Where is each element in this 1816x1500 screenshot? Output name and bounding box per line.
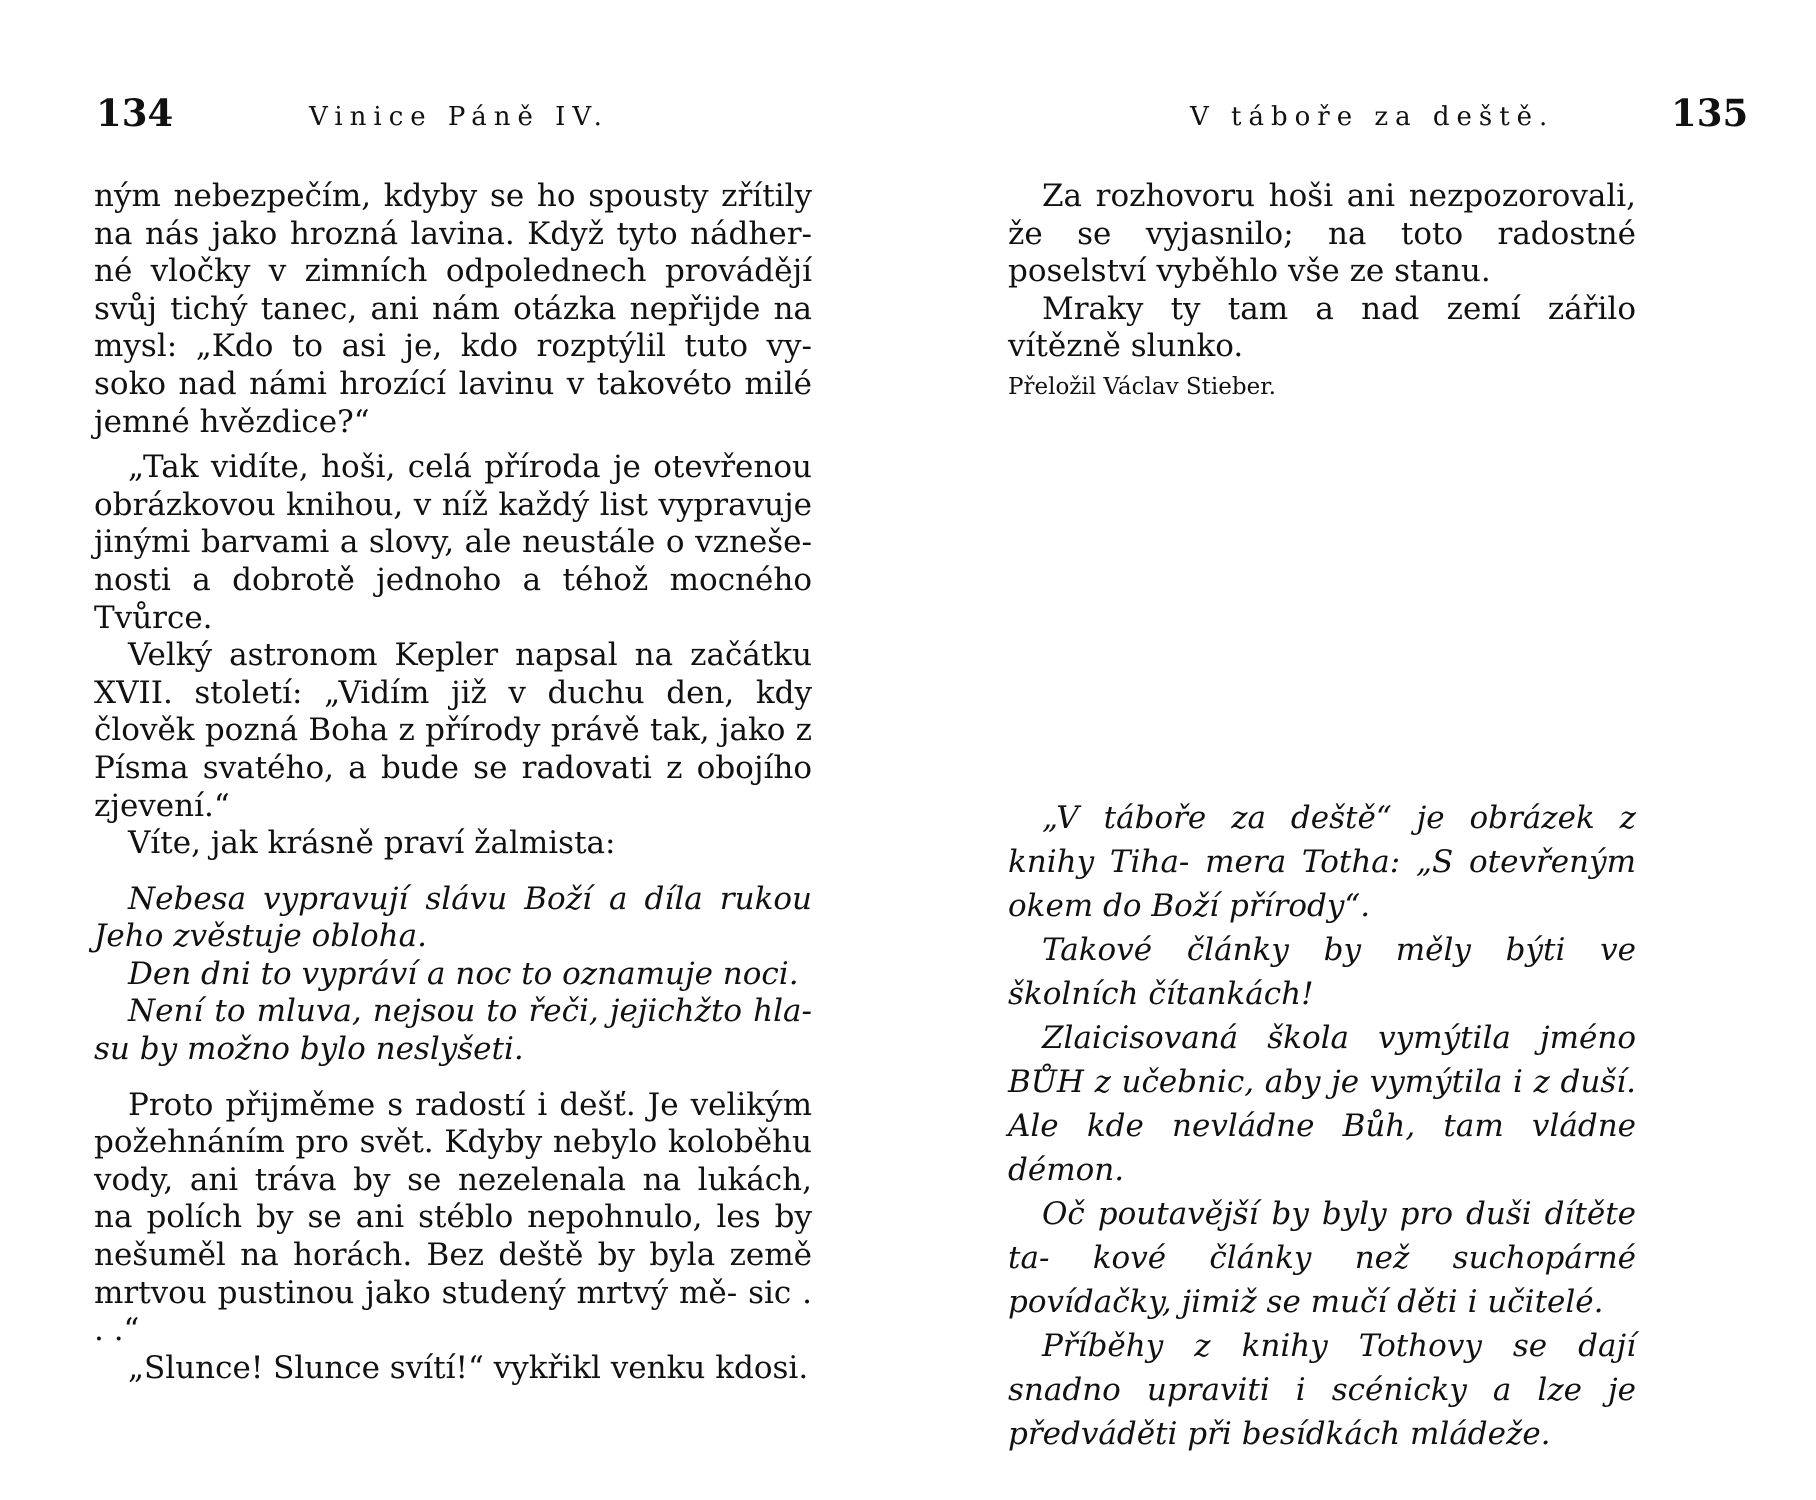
note-paragraph: Takové články by měly býti ve školních čítankách! [1008, 932, 1636, 1012]
running-head: V táboře za deště. [1190, 102, 1555, 132]
paragraph: Velký astronom Kepler napsal na začátku XVII. století: „Vidím již v duchu den, kdy člověk pozná Boha z přírody právě tak, jako z Písma svatého, a bude se radovati z obojího zjevení.“ [94, 637, 812, 824]
paragraph: Víte, jak krásně praví žalmista: [128, 825, 616, 862]
body-text [1008, 178, 1636, 402]
paragraph-continued: ným nebezpečím, kdyby se ho spousty zřítily na nás jako hrozná lavina. Když tyto nádher- né vločky v zimních odpolednech provádějí svůj tichý tanec, ani nám otázka nepřijde na mysl: „Kdo to asi je, kdo rozptýlil tuto vy- soko nad námi hrozící lavinu v takovéto milé jemné hvězdice?“ [94, 178, 812, 440]
psalm-quote [94, 881, 812, 1069]
paragraph: Mraky ty tam a nad zemí zářilo vítězně slunko. [1008, 290, 1636, 365]
psalm-verse: Den dni to vypráví a noc to oznamuje noci. [128, 955, 799, 992]
psalm-verse: Není to mluva, nejsou to řeči, jejichžto hla- su by možno bylo neslyšeti. [94, 993, 812, 1068]
paragraph: Za rozhovoru hoši ani nezpozorovali, že se vyjasnilo; na toto radostné poselství vyběhlo vše ze stanu. [1008, 178, 1636, 290]
paragraph: Proto přijměme s radostí i dešť. Je velikým požehnáním pro svět. Kdyby nebylo koloběhu vody, ani tráva by se nezelenala na lukách, na polích by se ani stéblo nepohnulo, les by nešuměl na horách. Bez deště by byla země mrtvou pustinou jako studený mrtvý mě- sic . . .“ [94, 1086, 812, 1349]
body-text [94, 178, 812, 1387]
page-number: 135 [1671, 91, 1749, 135]
note-paragraph: „V táboře za deště“ je obrázek z knihy Tiha- mera Totha: „S otevřeným okem do Boží přírody“. [1008, 800, 1637, 924]
paragraph: „Slunce! Slunce svítí!“ vykřikl venku kdosi. [128, 1349, 809, 1386]
note-paragraph: Oč poutavější by byly pro duši dítěte ta- kové články než suchopárné povídačky, jimiž se mučí děti i učitelé. [1008, 1196, 1636, 1320]
right-page [908, 0, 1816, 1500]
note-paragraph: Příběhy z knihy Tothovy se dají snadno upraviti i scénicky a lze je předváděti při besídkách mládeže. [1008, 1328, 1636, 1452]
running-head: Vinice Páně IV. [309, 102, 609, 132]
page-number: 134 [96, 91, 174, 135]
editorial-note [1008, 796, 1636, 1456]
psalm-verse: Nebesa vypravují slávu Boží a díla rukou Jeho zvěstuje obloha. [94, 880, 812, 955]
translator-credit: Přeložil Václav Stieber. [1008, 373, 1276, 400]
paragraph: „Tak vidíte, hoši, celá příroda je otevřenou obrázkovou knihou, v níž každý list vypravuje jinými barvami a slovy, ale neustále o vzneše- nosti a dobrotě jednoho a téhož mocného Tvůrce. [94, 449, 812, 636]
note-paragraph: Zlaicisovaná škola vymýtila jméno BŮH z učebnic, aby je vymýtila i z duší. Ale kde nevládne Bůh, tam vládne démon. [1008, 1020, 1637, 1188]
